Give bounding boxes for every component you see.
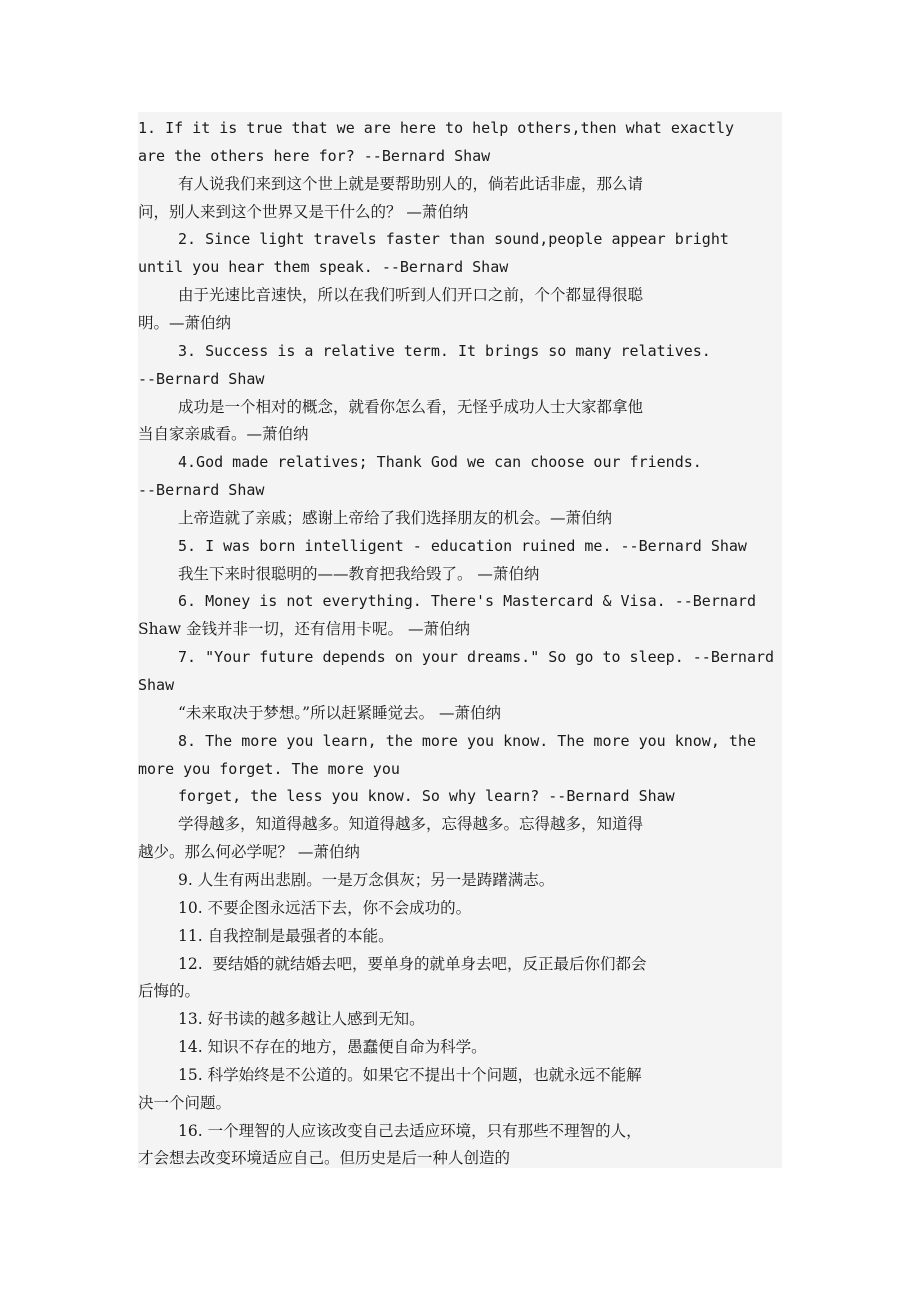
text-line: 1. If it is true that we are here to help others,then what exactly: [138, 119, 735, 137]
text-line: 成功是一个相对的概念，就看你怎么看，无怪乎成功人士大家都拿他: [178, 397, 644, 416]
text-line: until you hear them speak. --Bernard Shaw: [138, 258, 509, 277]
text-line: 3. Success is a relative term. It brings so many relatives.: [178, 341, 711, 360]
text-line: 6. Money is not everything. There's Mastercard & Visa. --Bernard: [178, 592, 756, 611]
text-line: 才会想去改变环境适应自己。但历史是后一种人创造的: [138, 1149, 511, 1168]
text-line: 明。—萧伯纳: [138, 313, 232, 332]
text-line: 越少。那么何必学呢？ —萧伯纳: [138, 843, 360, 862]
text-line: 14. 知识不存在的地方，愚蠢便自命为科学。: [178, 1038, 487, 1057]
text-line: 10. 不要企图永远活下去，你不会成功的。: [178, 898, 472, 917]
text-line: forget, the less you know. So why learn? --Bernard Shaw: [178, 787, 675, 806]
text-line: 上帝造就了亲戚；感谢上帝给了我们选择朋友的机会。—萧伯纳: [178, 508, 613, 527]
text-line: 后悔的。: [138, 982, 201, 1001]
text-line: 5. I was born intelligent - education ruined me. --Bernard Shaw: [178, 536, 747, 555]
text-line: 7. "Your future depends on your dreams." So go to sleep. --Bernard: [178, 648, 775, 667]
text-line: 决一个问题。: [138, 1093, 232, 1112]
text-line: 4.God made relatives; Thank God we can choose our friends.: [178, 453, 702, 472]
text-line: are the others here for? --Bernard Shaw: [138, 146, 491, 165]
text-line: 11. 自我控制是最强者的本能。: [178, 926, 394, 945]
text-line: 学得越多，知道得越多。知道得越多，忘得越多。忘得越多，知道得: [178, 815, 644, 834]
text-line: 我生下来时很聪明的——教育把我给毁了。 —萧伯纳: [178, 564, 540, 583]
text-line: 由于光速比音速快，所以在我们听到人们开口之前，个个都显得很聪: [178, 286, 644, 305]
text-line: 12. 要结婚的就结婚去吧，要单身的就单身去吧，反正最后你们都会: [178, 954, 647, 973]
text-line: 2. Since light travels faster than sound,people appear bright: [178, 230, 729, 249]
text-line: 当自家亲戚看。—萧伯纳: [138, 425, 309, 444]
text-line: “未来取决于梦想。”所以赶紧睡觉去。 —萧伯纳: [178, 703, 502, 722]
text-line: --Bernard Shaw: [138, 369, 265, 388]
text-line: 15. 科学始终是不公道的。如果它不提出十个问题，也就永远不能解: [178, 1065, 642, 1084]
text-line: Shaw: [138, 676, 175, 694]
text-line: --Bernard Shaw: [138, 481, 265, 500]
text-line: 9. 人生有两出悲剧。一是万念俱灰；另一是踌躇满志。: [178, 870, 555, 889]
text-line: more you forget. The more you: [138, 759, 400, 778]
text-line: 8. The more you learn, the more you know. The more you know, the: [178, 731, 756, 750]
text-line: 有人说我们来到这个世上就是要帮助别人的，倘若此话非虚，那么请: [178, 174, 644, 193]
text-line: 13. 好书读的越多越让人感到无知。: [178, 1010, 425, 1029]
text-line: 问，别人来到这个世界又是干什么的？ —萧伯纳: [138, 202, 469, 221]
text-line: 16. 一个理智的人应该改变自己去适应环境，只有那些不理智的人，: [178, 1121, 642, 1140]
text-line: Shaw 金钱并非一切，还有信用卡呢。 —萧伯纳: [138, 620, 470, 639]
